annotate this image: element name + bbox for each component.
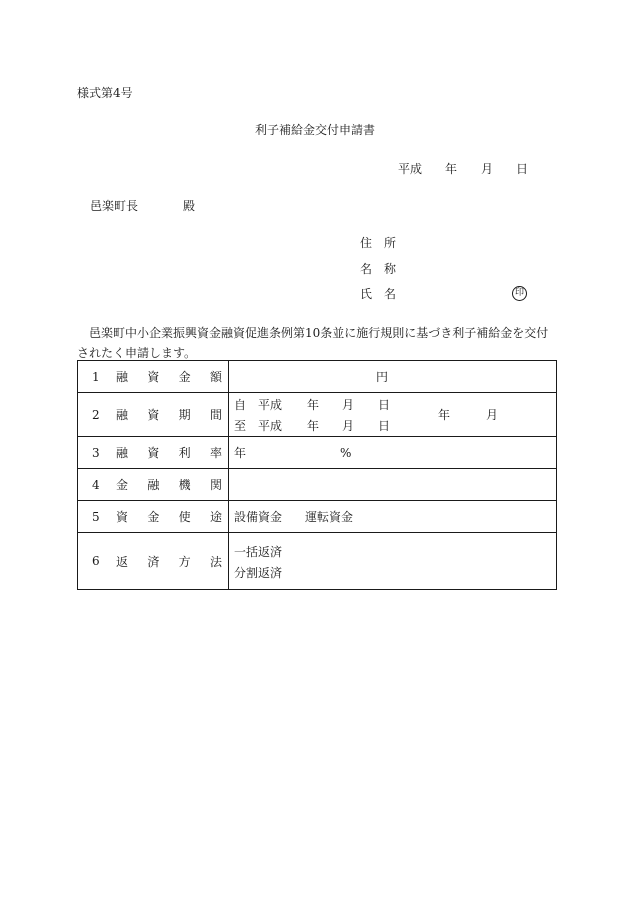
rate-percent-sign: %: [340, 446, 352, 460]
table-row: [78, 501, 557, 533]
usage-value-cell[interactable]: [229, 501, 557, 533]
label-char: 融: [116, 408, 129, 422]
row-label-cell: [78, 533, 229, 590]
period-to-day: 日: [378, 419, 391, 433]
label-char: 融: [147, 478, 160, 492]
document-title: 利子補給金交付申請書: [254, 123, 375, 137]
label-char: 方: [178, 554, 191, 569]
label-char: 利: [178, 446, 191, 460]
label-char: 額: [209, 370, 222, 384]
label-char: 返: [116, 554, 129, 569]
period-from-year: 年: [307, 398, 320, 412]
period-from-prefix: 自: [234, 398, 247, 412]
row-label-cell: [78, 361, 229, 393]
application-statement: 邑楽町中小企業振興資金融資促進条例第10条並に施行規則に基づき利子補給金を交付されたく申請します。: [77, 326, 549, 360]
repayment-option-lump-sum[interactable]: 一括返済: [234, 545, 283, 559]
rate-year-label: 年: [234, 446, 247, 460]
amount-unit: 円: [376, 370, 389, 384]
period-to-era: 平成: [258, 419, 283, 433]
date-era: 平成: [398, 162, 423, 176]
address-label-2: 所: [384, 236, 397, 250]
row-number: 6: [92, 554, 100, 568]
label-char: 間: [209, 408, 222, 422]
label-char: 使: [178, 510, 191, 524]
label-char: 法: [209, 554, 222, 569]
row-number: 3: [92, 445, 100, 460]
row-label-cell: [78, 437, 229, 469]
label-char: 率: [209, 446, 222, 460]
addressee-name: 邑楽町長: [90, 199, 139, 213]
address-label-1: 住: [360, 236, 373, 250]
label-char: 金: [116, 478, 129, 492]
date-day-label: 日: [516, 162, 529, 176]
name-label-2: 称: [384, 262, 397, 276]
period-duration-month: 月: [486, 408, 499, 422]
table-row: [78, 393, 557, 437]
period-to-month: 月: [342, 419, 355, 433]
rate-value-cell[interactable]: [229, 437, 557, 469]
label-char: 資: [147, 370, 160, 384]
label-char: 資: [147, 446, 160, 460]
period-to-year: 年: [307, 419, 320, 433]
period-value-cell[interactable]: [229, 393, 557, 437]
usage-option-operating[interactable]: 運転資金: [305, 510, 354, 524]
addressee-honorific: 殿: [183, 199, 196, 213]
label-char: 融: [116, 370, 129, 384]
row-number: 5: [92, 509, 100, 524]
repayment-value-cell[interactable]: [229, 533, 557, 590]
label-char: 関: [209, 478, 222, 492]
label-char: 途: [209, 510, 222, 524]
label-char: 資: [116, 510, 129, 524]
table-row: [78, 469, 557, 501]
row-label-cell: [78, 469, 229, 501]
label-char: 資: [147, 408, 160, 422]
label-char: 融: [116, 446, 129, 460]
seal-mark-icon: 印: [512, 286, 527, 301]
institution-value-cell[interactable]: [229, 469, 557, 501]
row-number: 2: [92, 407, 100, 422]
label-char: 機: [178, 478, 191, 492]
label-char: 期: [178, 408, 191, 422]
amount-value-cell[interactable]: [229, 361, 557, 393]
table-row: [78, 437, 557, 469]
date-month-label: 月: [481, 162, 494, 176]
period-from-era: 平成: [258, 398, 283, 412]
table-row: [78, 361, 557, 393]
person-label-2: 名: [384, 287, 397, 301]
table-row: [78, 533, 557, 590]
label-char: 済: [147, 554, 160, 569]
label-char: 金: [178, 370, 191, 384]
application-table: [77, 360, 557, 590]
date-year-label: 年: [445, 162, 458, 176]
period-from-day: 日: [378, 398, 391, 412]
repayment-option-installment[interactable]: 分割返済: [234, 566, 283, 580]
label-char: 金: [147, 510, 160, 524]
name-label-1: 名: [360, 262, 373, 276]
row-label-cell: [78, 501, 229, 533]
period-duration-year: 年: [438, 408, 451, 422]
row-number: 1: [92, 369, 100, 384]
period-from-month: 月: [342, 398, 355, 412]
row-label-cell: [78, 393, 229, 437]
row-number: 4: [92, 477, 100, 492]
period-to-prefix: 至: [234, 419, 247, 433]
form-number: 様式第4号: [77, 86, 133, 100]
usage-option-equipment[interactable]: 設備資金: [234, 510, 283, 524]
person-label-1: 氏: [360, 287, 373, 301]
